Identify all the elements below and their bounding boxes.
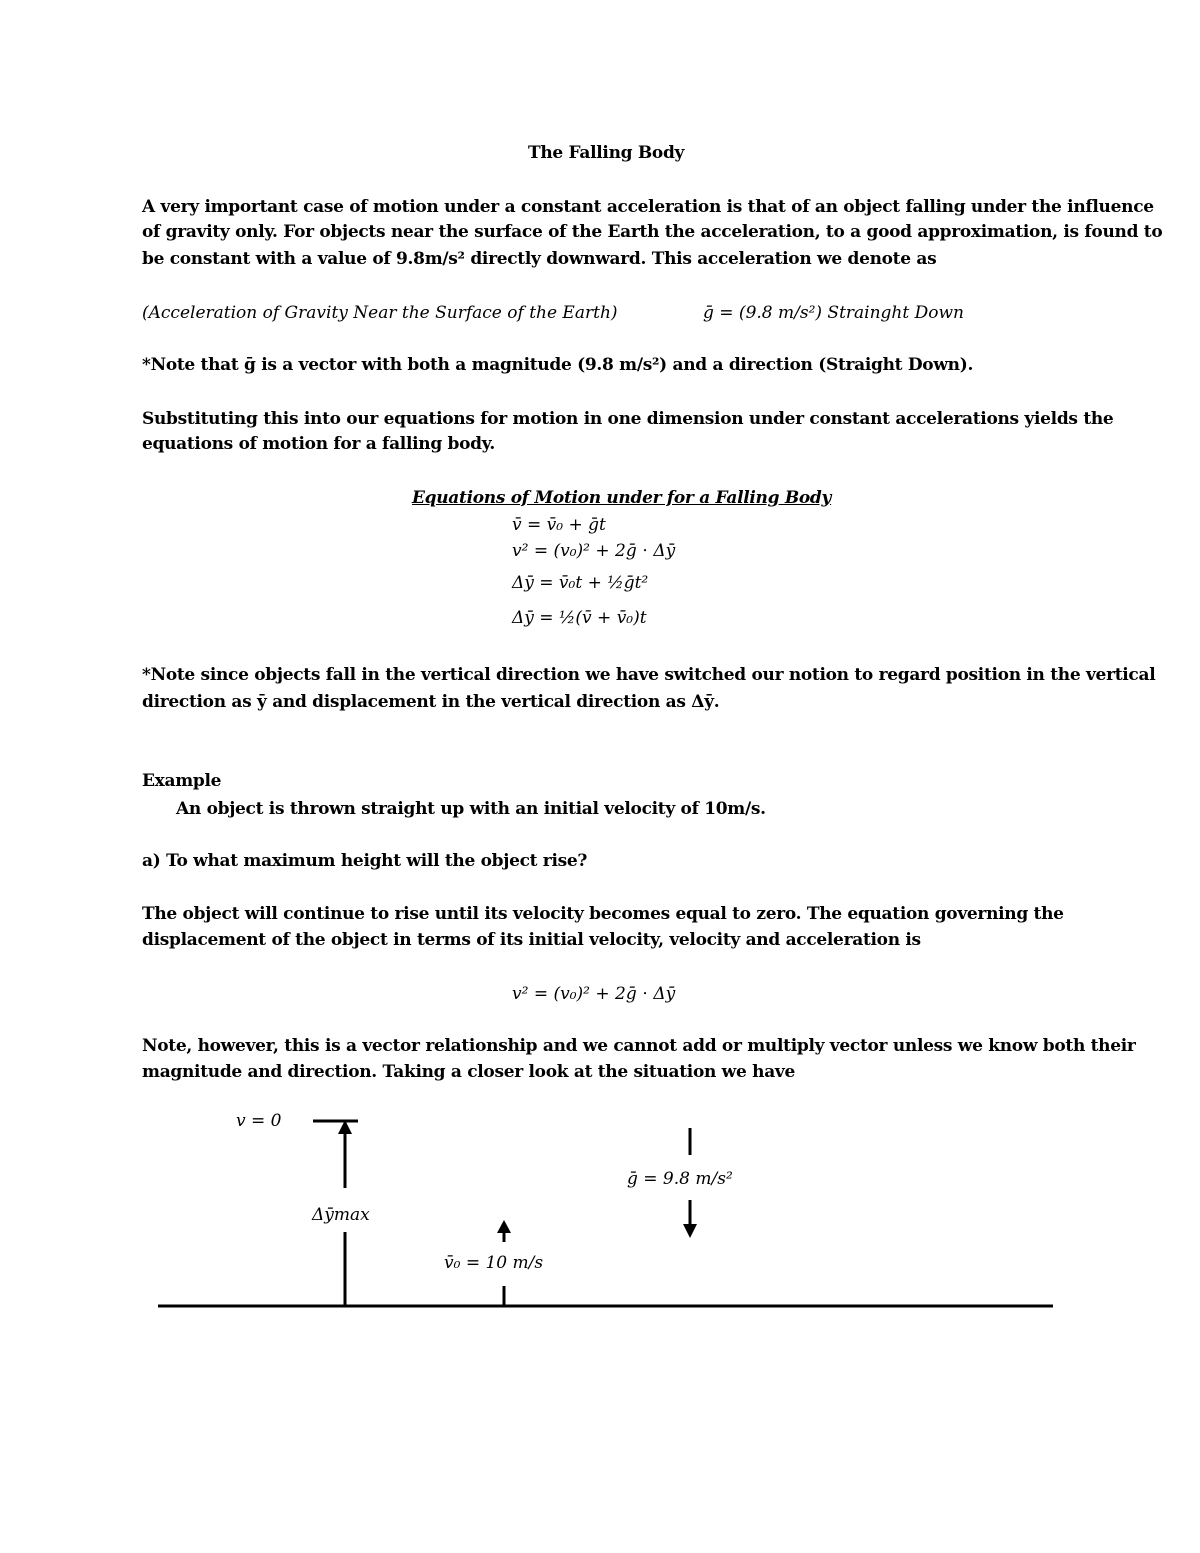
answer-line-2: displacement of the object in terms of its initial velocity, velocity and acceleration is [142,930,921,950]
example-heading: Example [142,771,222,791]
note-vertical-line-2: direction as ȳ and displacement in the vertical direction as Δȳ. [142,692,720,712]
g-arrowhead [683,1224,697,1238]
page-title: The Falling Body [528,143,685,163]
answer-equation: v² = (v₀)² + 2ḡ ⋅ Δȳ [512,984,676,1004]
answer-line-1: The object will continue to rise until its velocity becomes equal to zero. The equation governing the [142,904,1064,924]
note-vertical-line-1: *Note since objects fall in the vertical direction we have switched our notion to regard position in the vertical [142,665,1156,685]
equations-heading: Equations of Motion under for a Falling Body [412,488,832,508]
delta-y-max-label: Δȳmax [312,1205,370,1225]
intro-line-1: A very important case of motion under a constant acceleration is that of an object falling under the influence [142,197,1154,217]
equation-2: v² = (v₀)² + 2ḡ ⋅ Δȳ [512,541,676,561]
substituting-line-1: Substituting this into our equations for motion in one dimension under constant accelerations yields the [142,409,1114,429]
gravity-definition-formula: ḡ = (9.8 m/s²) Strainght Down [703,303,964,323]
v0-label: v̄₀ = 10 m/s [444,1253,544,1273]
gravity-definition-label: (Acceleration of Gravity Near the Surface of the Earth) [142,303,618,323]
substituting-line-2: equations of motion for a falling body. [142,434,495,454]
example-statement: An object is thrown straight up with an initial velocity of 10m/s. [176,799,766,819]
intro-line-3: be constant with a value of 9.8m/s² directly downward. This acceleration we denote as [142,249,937,269]
v0-arrowhead [497,1220,511,1233]
equation-4: Δȳ = ½(v̄ + v̄₀)t [512,608,647,628]
equation-3: Δȳ = v̄₀t + ½ḡt² [512,573,649,593]
note-vector: *Note that ḡ is a vector with both a magnitude (9.8 m/s²) and a direction (Straight Down). [142,355,974,375]
vector-note-line-1: Note, however, this is a vector relationship and we cannot add or multiply vector unless we know both their [142,1036,1136,1056]
equation-1: v̄ = v̄₀ + ḡt [512,515,606,535]
v-zero-label: v = 0 [236,1111,282,1131]
question-a: a) To what maximum height will the object rise? [142,851,588,871]
vector-note-line-2: magnitude and direction. Taking a closer look at the situation we have [142,1062,796,1082]
intro-line-2: of gravity only. For objects near the surface of the Earth the acceleration, to a good approximation, is found to [142,222,1163,242]
g-label: ḡ = 9.8 m/s² [627,1169,733,1189]
